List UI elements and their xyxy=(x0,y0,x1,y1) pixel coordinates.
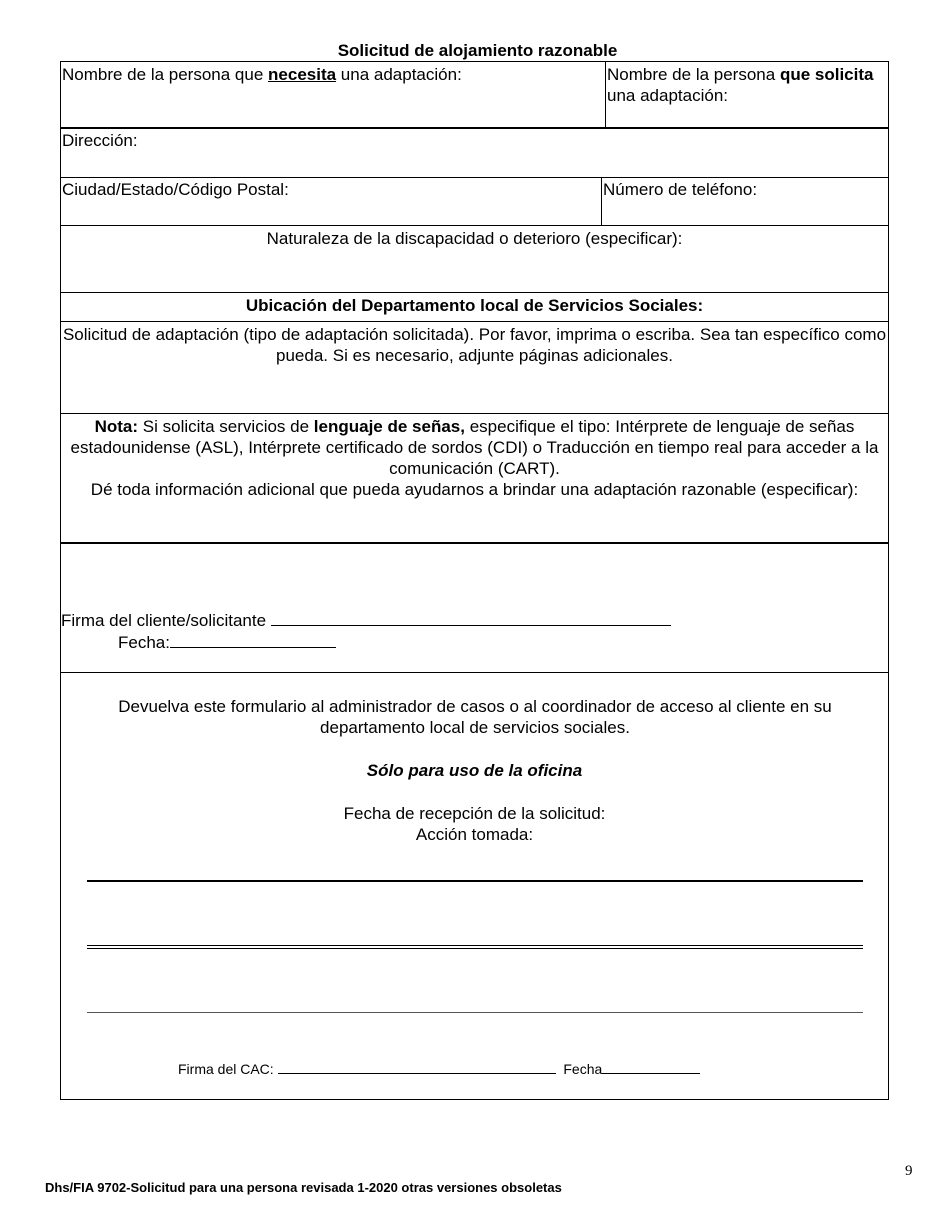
form-footer: Dhs/FIA 9702-Solicitud para una persona revisada 1-2020 otras versiones obsoletas xyxy=(45,1180,562,1195)
action-line[interactable] xyxy=(87,948,863,949)
column-divider xyxy=(601,177,602,225)
address-field[interactable] xyxy=(62,130,138,151)
note-text: especifique el tipo: Intérprete de lenguaje de señas estadounidense (ASL), Intérprete certificado de sordos (CDI) o Traducción en tiempo real para acceder a la comunicación (CART). xyxy=(70,417,879,478)
form-title: Solicitud de alojamiento razonable xyxy=(337,41,618,60)
date-line[interactable] xyxy=(170,632,336,648)
cac-signature-field[interactable] xyxy=(178,1059,700,1080)
row-divider xyxy=(60,127,889,129)
action-line[interactable] xyxy=(87,1012,863,1013)
field-label: Firma del CAC: xyxy=(178,1061,274,1077)
additional-info-label: Dé toda información adicional que pueda ayudarnos a brindar una adaptación razonable (especificar): xyxy=(90,480,859,499)
disability-field[interactable] xyxy=(60,228,889,249)
note-label: Nota: xyxy=(94,417,139,436)
signature-line[interactable] xyxy=(271,610,671,626)
action-taken-label: Acción tomada: xyxy=(415,825,534,844)
office-location-field[interactable] xyxy=(60,295,889,316)
field-label: Ciudad/Estado/Código Postal: xyxy=(62,180,289,199)
field-label: una adaptación: xyxy=(607,86,728,105)
row-divider xyxy=(60,177,889,178)
field-label: Fecha xyxy=(563,1061,603,1077)
needs-accommodation-field[interactable] xyxy=(62,64,602,85)
office-fields xyxy=(60,803,889,845)
field-label: Firma del cliente/solicitante xyxy=(61,611,267,630)
note-block xyxy=(64,416,885,500)
field-label: Nombre de la persona xyxy=(607,65,780,84)
row-divider xyxy=(60,672,889,673)
field-label: Fecha: xyxy=(118,633,170,652)
row-divider xyxy=(60,292,889,293)
row-divider xyxy=(60,225,889,226)
action-line[interactable] xyxy=(87,945,863,946)
return-instructions xyxy=(80,696,870,738)
note-text: Si solicita servicios de xyxy=(138,417,314,436)
client-signature-field[interactable] xyxy=(61,610,671,631)
field-label-emphasis: necesita xyxy=(268,65,337,84)
row-divider xyxy=(60,413,889,414)
field-label: Número de teléfono: xyxy=(603,180,758,199)
cac-signature-line[interactable] xyxy=(278,1061,556,1074)
client-date-field[interactable] xyxy=(118,632,336,653)
accommodation-request-field[interactable] xyxy=(62,324,887,366)
page-number: 9 xyxy=(905,1163,913,1179)
field-label: Naturaleza de la discapacidad o deterioro (especificar): xyxy=(266,229,683,248)
heading-text: Sólo para uso de la oficina xyxy=(366,761,583,780)
field-label-emphasis: que solicita xyxy=(779,65,874,84)
requests-accommodation-field[interactable] xyxy=(607,64,885,106)
cac-date-line[interactable] xyxy=(602,1061,700,1074)
column-divider xyxy=(605,61,606,128)
city-state-zip-field[interactable] xyxy=(62,179,289,200)
field-label: Nombre de la persona que xyxy=(62,65,269,84)
instruction-text: Devuelva este formulario al administrador de casos o al coordinador de acceso al cliente en su departamento local de servicios sociales. xyxy=(118,697,832,737)
office-use-heading xyxy=(60,760,889,781)
note-emphasis: lenguaje de señas, xyxy=(313,417,465,436)
received-date-label: Fecha de recepción de la solicitud: xyxy=(343,804,606,823)
row-divider xyxy=(60,321,889,322)
row-divider xyxy=(60,542,889,544)
action-line[interactable] xyxy=(87,880,863,882)
phone-field[interactable] xyxy=(603,179,757,200)
field-label: Dirección: xyxy=(62,131,138,150)
field-label: una adaptación: xyxy=(336,65,462,84)
field-label: Ubicación del Departamento local de Servicios Sociales: xyxy=(245,296,704,315)
field-label: Solicitud de adaptación (tipo de adaptación solicitada). Por favor, imprima o escriba. Sea tan específico como pueda. Si es necesario, adjunte páginas adicionales. xyxy=(62,325,887,365)
